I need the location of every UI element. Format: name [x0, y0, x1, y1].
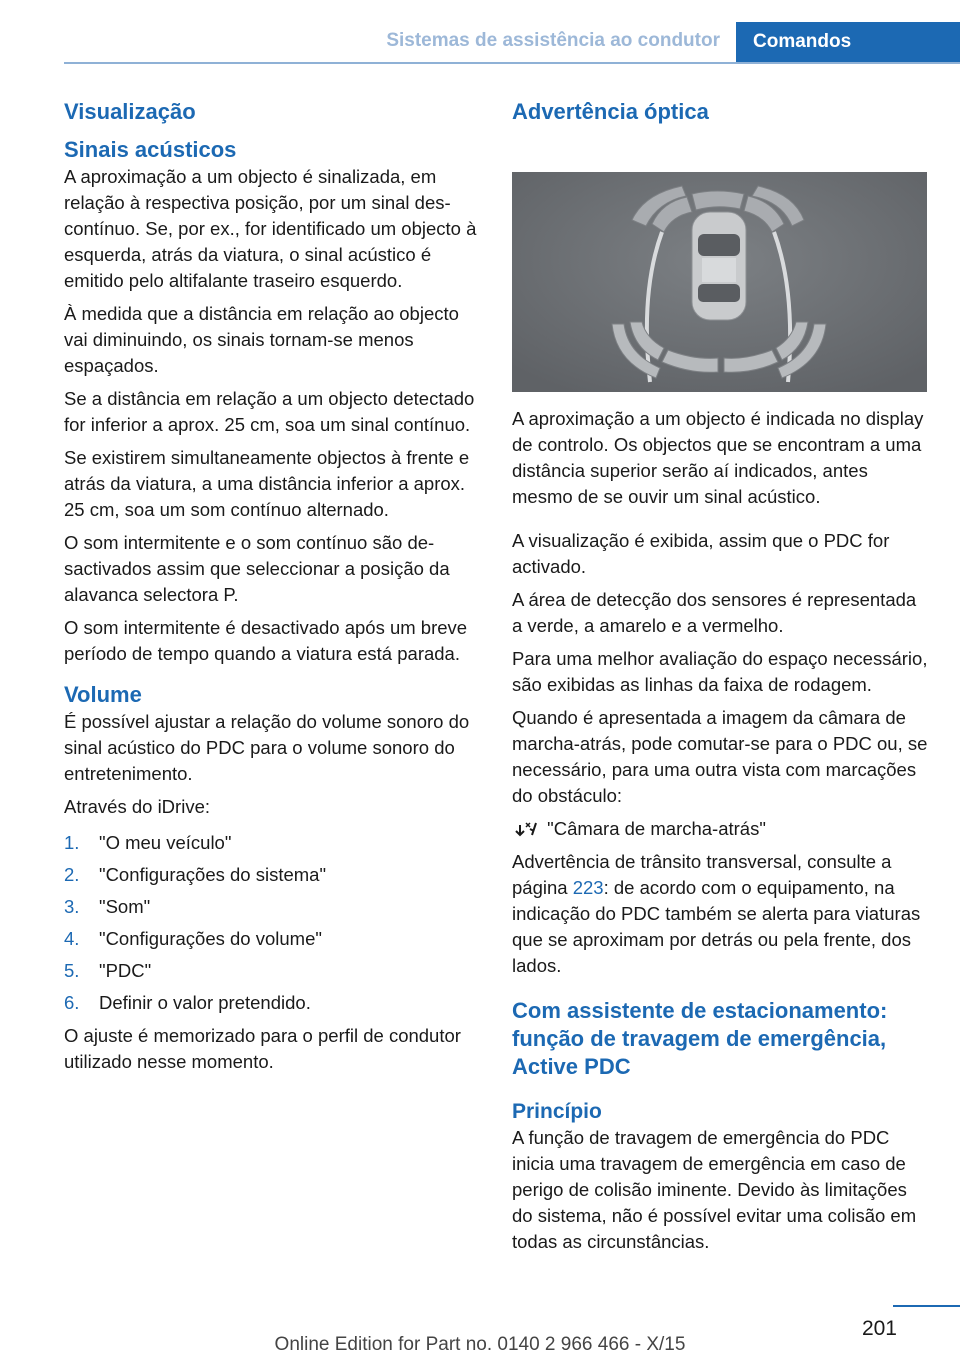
paragraph: A função de travagem de emergência do PDC inicia uma travagem de emergência em caso de perigo de colisão iminente. Devido às limitações do sistema, não é possível evitar uma colisão em todas as circunstâncias. [512, 1127, 917, 1252]
edition-footer: Online Edition for Part no. 0140 2 966 466 - X/15 [274, 1334, 686, 1355]
paragraph: O ajuste é memorizado para o perfil de condutor utilizado nesse momento. [64, 1025, 461, 1072]
car-icon [692, 212, 746, 320]
paragraph: Se existirem simultaneamente objectos à frente e atrás da viatura, a uma distância inferior a aprox. 25 cm, soa um som contínuo alternado. [64, 447, 470, 520]
list-item: 4. "Configurações do volume" [64, 928, 322, 949]
page-reference-link[interactable]: 223 [572, 877, 604, 898]
heading-visualizacao: Visualização [64, 99, 196, 124]
list-item: 1. "O meu veículo" [64, 832, 232, 853]
camera-option-line [512, 816, 930, 842]
list-item: 6. Definir o valor pretendido. [64, 992, 311, 1013]
paragraph: É possível ajustar a relação do volume sonoro do sinal acústico do PDC para o volume sonoro do entretenimento. [64, 711, 470, 784]
idrive-steps-list [64, 827, 478, 1019]
heading-assistente-estacionamento: Com assistente de estacionamento: função de travagem de emergência, Active PDC [512, 998, 888, 1079]
paragraph: Se a distância em relação a um objecto detectado for inferior a aprox. 25 cm, soa um sinal contínuo. [64, 388, 475, 435]
paragraph: A visualização é exibida, assim que o PDC for activado. [512, 530, 890, 577]
paragraph: O som intermitente é desactivado após um breve período de tempo quando a viatura está parada. [64, 617, 468, 664]
list-item: 3. "Som" [64, 896, 151, 917]
heading-principio: Princípio [512, 1100, 602, 1123]
reverse-camera-icon [512, 819, 542, 839]
paragraph: A aproximação a um objecto é indicada no display de controlo. Os objectos que se encontram a uma distância superior serão aí indicados, antes mesmo de se ouvir um sinal acústico. [512, 408, 924, 507]
list-item: 5. "PDC" [64, 960, 152, 981]
heading-sinais-acusticos: Sinais acústicos [64, 137, 237, 162]
heading-volume: Volume [64, 682, 142, 707]
paragraph: O som intermitente e o som contínuo são desactivados assim que seleccionar a posição da alavanca selectora P. [64, 532, 450, 605]
paragraph: À medida que a distância em relação ao objecto vai diminuindo, os sinais tornam-se menos espaçados. [64, 303, 459, 376]
right-column [512, 98, 930, 1262]
heading-advertencia-optica: Advertência óptica [512, 99, 709, 124]
camera-option-label: "Câmara de marcha-atrás" [547, 818, 766, 839]
list-item: 2. "Configurações do sistema" [64, 864, 327, 885]
paragraph: Através do iDrive: [64, 796, 210, 817]
header-chapter-tab: Comandos [736, 22, 960, 63]
footer-divider [893, 1305, 960, 1307]
left-column [64, 98, 478, 1082]
paragraph: A área de detecção dos sensores é representada a verde, a amarelo e a vermelho. [512, 589, 917, 636]
header-divider [64, 62, 960, 64]
page-number: 201 [861, 1317, 897, 1340]
paragraph: Para uma melhor avaliação do espaço necessário, são exibidas as linhas da faixa de rodagem. [512, 648, 928, 695]
paragraph: Quando é apresentada a imagem da câmara de marcha-atrás, pode comutar-se para o PDC ou, se necessário, para uma outra vista com marcações do obstáculo: [512, 707, 928, 806]
header-section-title: Sistemas de assistência ao condutor [386, 30, 720, 51]
pdc-display-illustration [512, 172, 927, 392]
paragraph: A aproximação a um objecto é sinalizada, em relação à respectiva posição, por um sinal descontínuo. Se, por ex., for identificado um objecto à esquerda, atrás da viatura, o sinal acústico é emitido pelo altifalante traseiro esquerdo. [64, 166, 477, 291]
paragraph: Advertência de trânsito transversal, consulte a página 223: de acordo com o equipamento, na indicação do PDC também se alerta para viaturas que se aproximam por detrás ou pela frente, dos lados. [512, 851, 921, 976]
